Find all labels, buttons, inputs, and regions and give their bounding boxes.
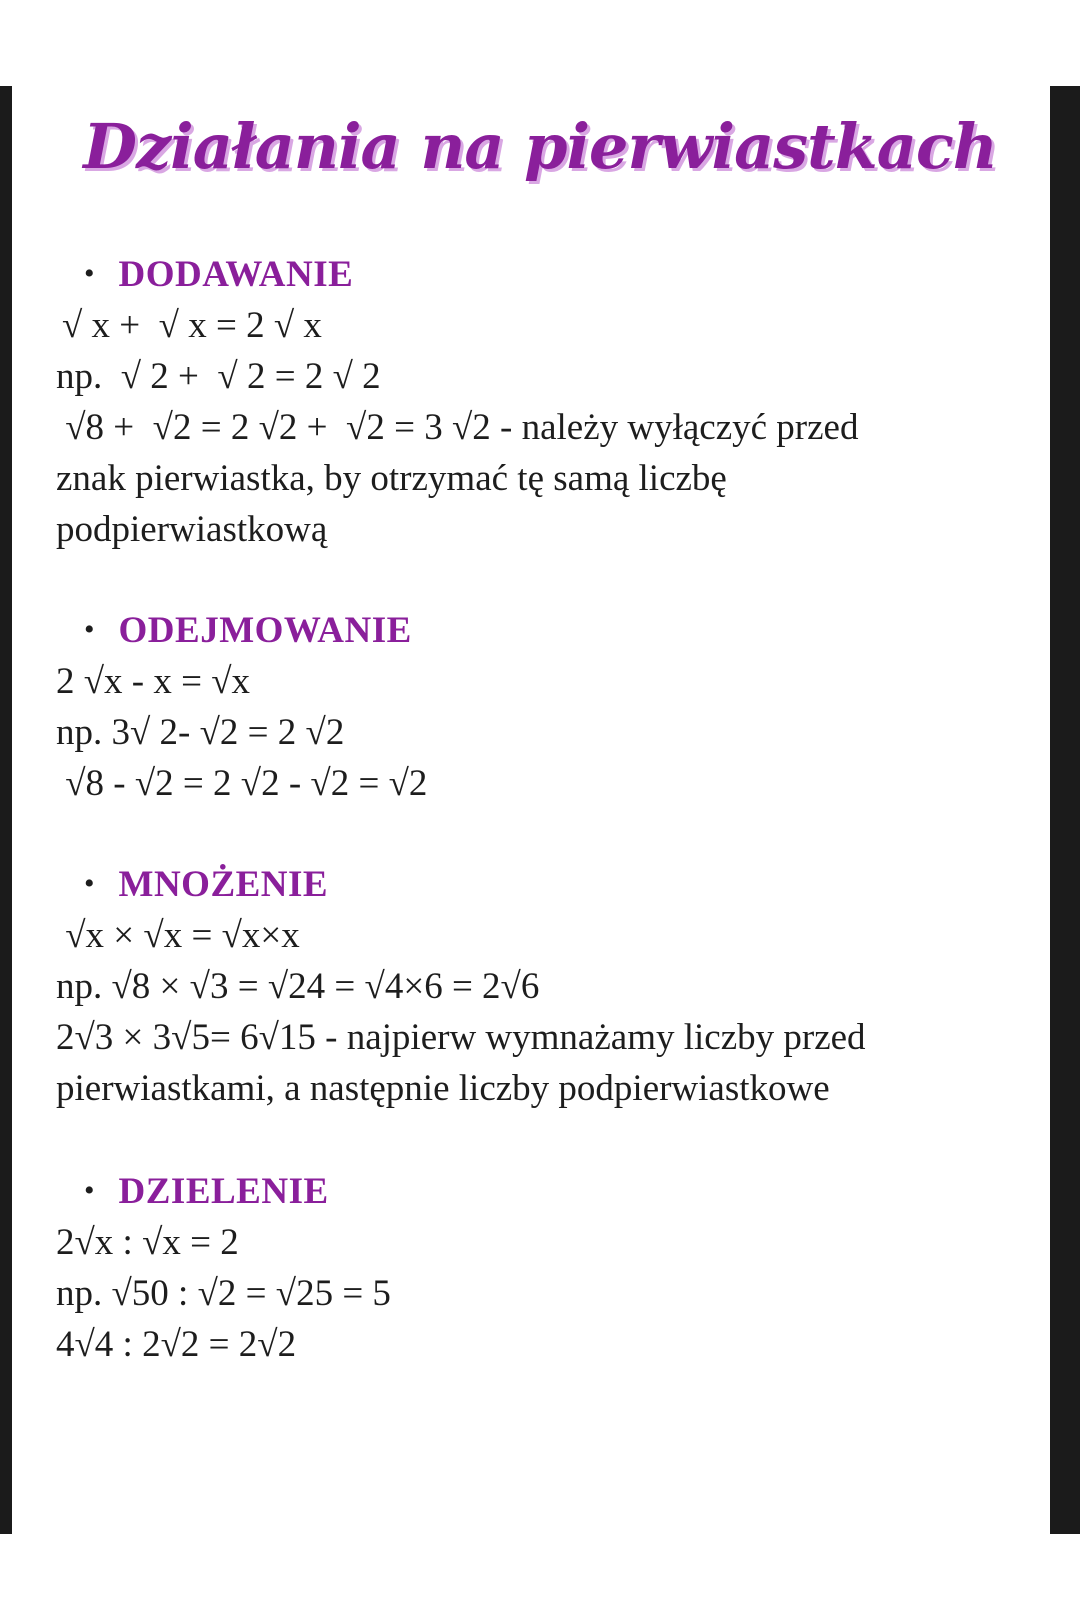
explanation-line: znak pierwiastka, by otrzymać tę samą liczbę (56, 458, 727, 499)
explanation-line: pierwiastkami, a następnie liczby podpierwiastkowe (56, 1068, 830, 1109)
formula-line: 2√x : √x = 2 (56, 1222, 239, 1263)
example-line: np. √ 2 + √ 2 = 2 √ 2 (56, 356, 381, 397)
section-dzielenie (56, 1165, 956, 1370)
heading-text: DODAWANIE (118, 253, 354, 295)
heading-text: DZIELENIE (118, 1170, 329, 1212)
section-heading (84, 858, 956, 910)
section-lines (56, 656, 956, 809)
section-lines (56, 1217, 956, 1370)
formula-line: √ x + √ x = 2 √ x (62, 305, 322, 346)
formula-line: 2 √x - x = √x (56, 661, 251, 702)
bullet-icon: • (84, 613, 95, 646)
example-line: √8 - √2 = 2 √2 - √2 = √2 (56, 763, 428, 804)
section-heading (84, 604, 956, 656)
example-line: 4√4 : 2√2 = 2√2 (56, 1324, 297, 1365)
right-border-bar (1050, 86, 1080, 1534)
example-line: np. √8 × √3 = √24 = √4×6 = 2√6 (56, 966, 540, 1007)
section-lines (56, 300, 956, 555)
example-line: np. 3√ 2- √2 = 2 √2 (56, 712, 345, 753)
formula-line: √x × √x = √x×x (56, 915, 300, 956)
section-odejmowanie (56, 604, 956, 809)
section-mnozenie (56, 858, 956, 1114)
bullet-icon: • (84, 867, 95, 900)
left-border-bar (0, 86, 12, 1534)
example-line: 2√3 × 3√5= 6√15 - najpierw wymnażamy liczby przed (56, 1017, 866, 1058)
example-line: np. √50 : √2 = √25 = 5 (56, 1273, 391, 1314)
heading-text: ODEJMOWANIE (118, 609, 412, 651)
heading-text: MNOŻENIE (118, 863, 329, 905)
section-dodawanie (56, 248, 956, 555)
bullet-icon: • (84, 257, 95, 290)
section-lines (56, 910, 956, 1114)
example-line: √8 + √2 = 2 √2 + √2 = 3 √2 - należy wyłączyć przed (56, 407, 859, 448)
bullet-icon: • (84, 1174, 95, 1207)
section-heading (84, 1165, 956, 1217)
page-title: Działania na pierwiastkach (83, 110, 997, 183)
section-heading (84, 248, 956, 300)
explanation-line: podpierwiastkową (56, 509, 328, 550)
